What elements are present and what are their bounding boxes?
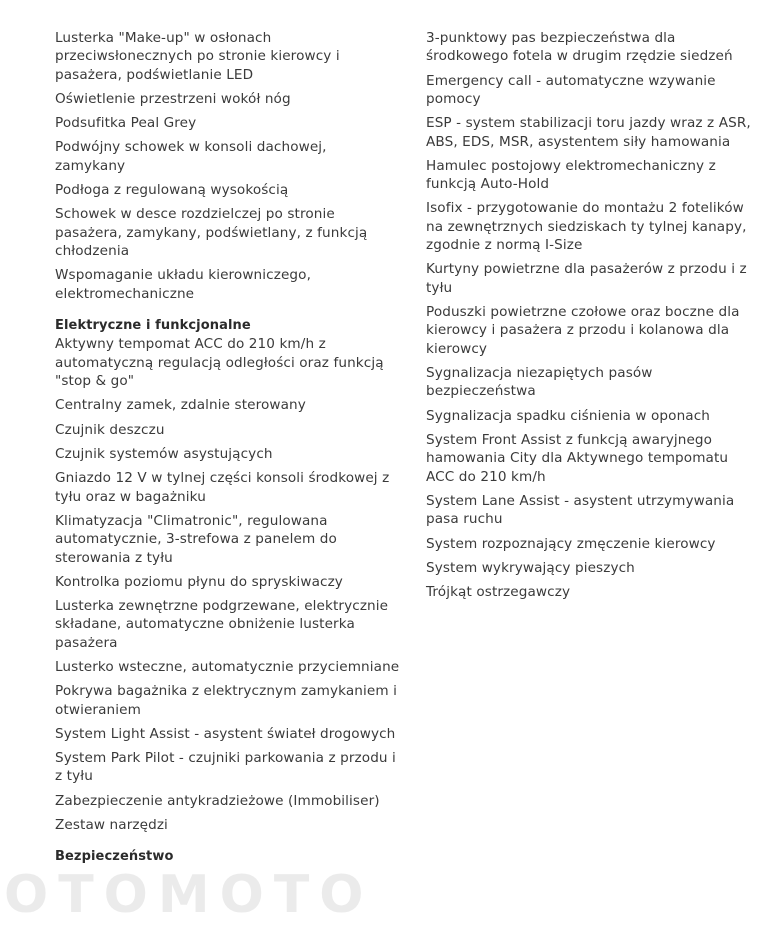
list-item: Zabezpieczenie antykradzieżowe (Immobiliser) xyxy=(55,792,380,809)
list-item: ESP - system stabilizacji toru jazdy wraz z ASR, ABS, EDS, MSR, asystentem siły hamowania xyxy=(426,115,751,150)
list-item: Czujnik systemów asystujących xyxy=(55,445,273,462)
list-item: Schowek w desce rozdzielczej po stronie pasażera, zamykany, podświetlany, z funkcją chłodzenia xyxy=(55,206,368,260)
list-item: Lusterko wsteczne, automatycznie przyciemniane xyxy=(55,658,400,675)
list-item: Sygnalizacja spadku ciśnienia w oponach xyxy=(426,407,710,424)
list-item: Gniazdo 12 V w tylnej części konsoli środkowej z tyłu oraz w bagażniku xyxy=(55,470,390,505)
list-item: Emergency call - automatyczne wzywanie pomocy xyxy=(426,72,716,108)
list-item: Podwójny schowek w konsoli dachowej, zamykany xyxy=(55,139,327,174)
list-item: Poduszki powietrzne czołowe oraz boczne dla kierowcy i pasażera z przodu i kolanowa dla kierowcy xyxy=(426,304,740,357)
list-item: Pokrywa bagażnika z elektrycznym zamykaniem i otwieraniem xyxy=(55,683,397,718)
list-item: Podsufitka Peal Grey xyxy=(55,115,197,132)
list-item: Aktywny tempomat ACC do 210 km/h z automatyczną regulacją odległości oraz funkcją "stop & go" xyxy=(55,336,384,390)
list-item: Czujnik deszczu xyxy=(55,421,165,438)
right-column xyxy=(426,29,756,607)
list-item: Oświetlenie przestrzeni wokół nóg xyxy=(55,91,291,108)
list-item: System Light Assist - asystent świateł drogowych xyxy=(55,725,396,742)
list-item: Lusterka zewnętrzne podgrzewane, elektrycznie składane, automatyczne obniżenie lusterka pasażera xyxy=(55,597,389,651)
list-item: Hamulec postojowy elektromechaniczny z funkcją Auto-Hold xyxy=(426,157,716,193)
list-item: System Front Assist z funkcją awaryjnego hamowania City dla Aktywnego tempomatu ACC do 210 km/h xyxy=(426,431,729,485)
section-heading-electrical: Elektryczne i funkcjonalne xyxy=(55,318,251,334)
list-item: Kurtyny powietrzne dla pasażerów z przodu i z tyłu xyxy=(426,261,747,296)
list-item: System Park Pilot - czujniki parkowania z przodu i z tyłu xyxy=(55,749,396,785)
list-item: Sygnalizacja niezapiętych pasów bezpieczeństwa xyxy=(426,365,653,400)
list-item: Trójkąt ostrzegawczy xyxy=(426,583,571,600)
list-item: Centralny zamek, zdalnie sterowany xyxy=(55,397,306,414)
list-item: System rozpoznający zmęczenie kierowcy xyxy=(426,535,716,552)
list-item: Lusterka "Make-up" w osłonach przeciwsłonecznych po stronie kierowcy i pasażera, podświetlanie LED xyxy=(55,30,340,83)
list-item: System wykrywający pieszych xyxy=(426,559,635,576)
left-column xyxy=(55,29,400,867)
list-item: Isofix - przygotowanie do montażu 2 fotelików na zewnętrznych siedziskach ty tylnej kanapy, zgodnie z normą I-Size xyxy=(426,200,747,254)
list-item: Kontrolka poziomu płynu do spryskiwaczy xyxy=(55,573,343,590)
list-item: Zestaw narzędzi xyxy=(55,816,168,833)
list-item: System Lane Assist - asystent utrzymywania pasa ruchu xyxy=(426,492,735,528)
list-item: 3-punktowy pas bezpieczeństwa dla środkowego fotela w drugim rzędzie siedzeń xyxy=(426,30,733,65)
list-item: Wspomaganie układu kierowniczego, elektromechaniczne xyxy=(55,267,311,302)
list-item: Podłoga z regulowaną wysokością xyxy=(55,182,289,199)
section-heading-safety: Bezpieczeństwo xyxy=(55,849,174,865)
watermark-logo: OTOMOTO xyxy=(4,865,374,925)
list-item: Klimatyzacja "Climatronic", regulowana automatycznie, 3-strefowa z panelem do sterowania z tyłu xyxy=(55,512,337,566)
